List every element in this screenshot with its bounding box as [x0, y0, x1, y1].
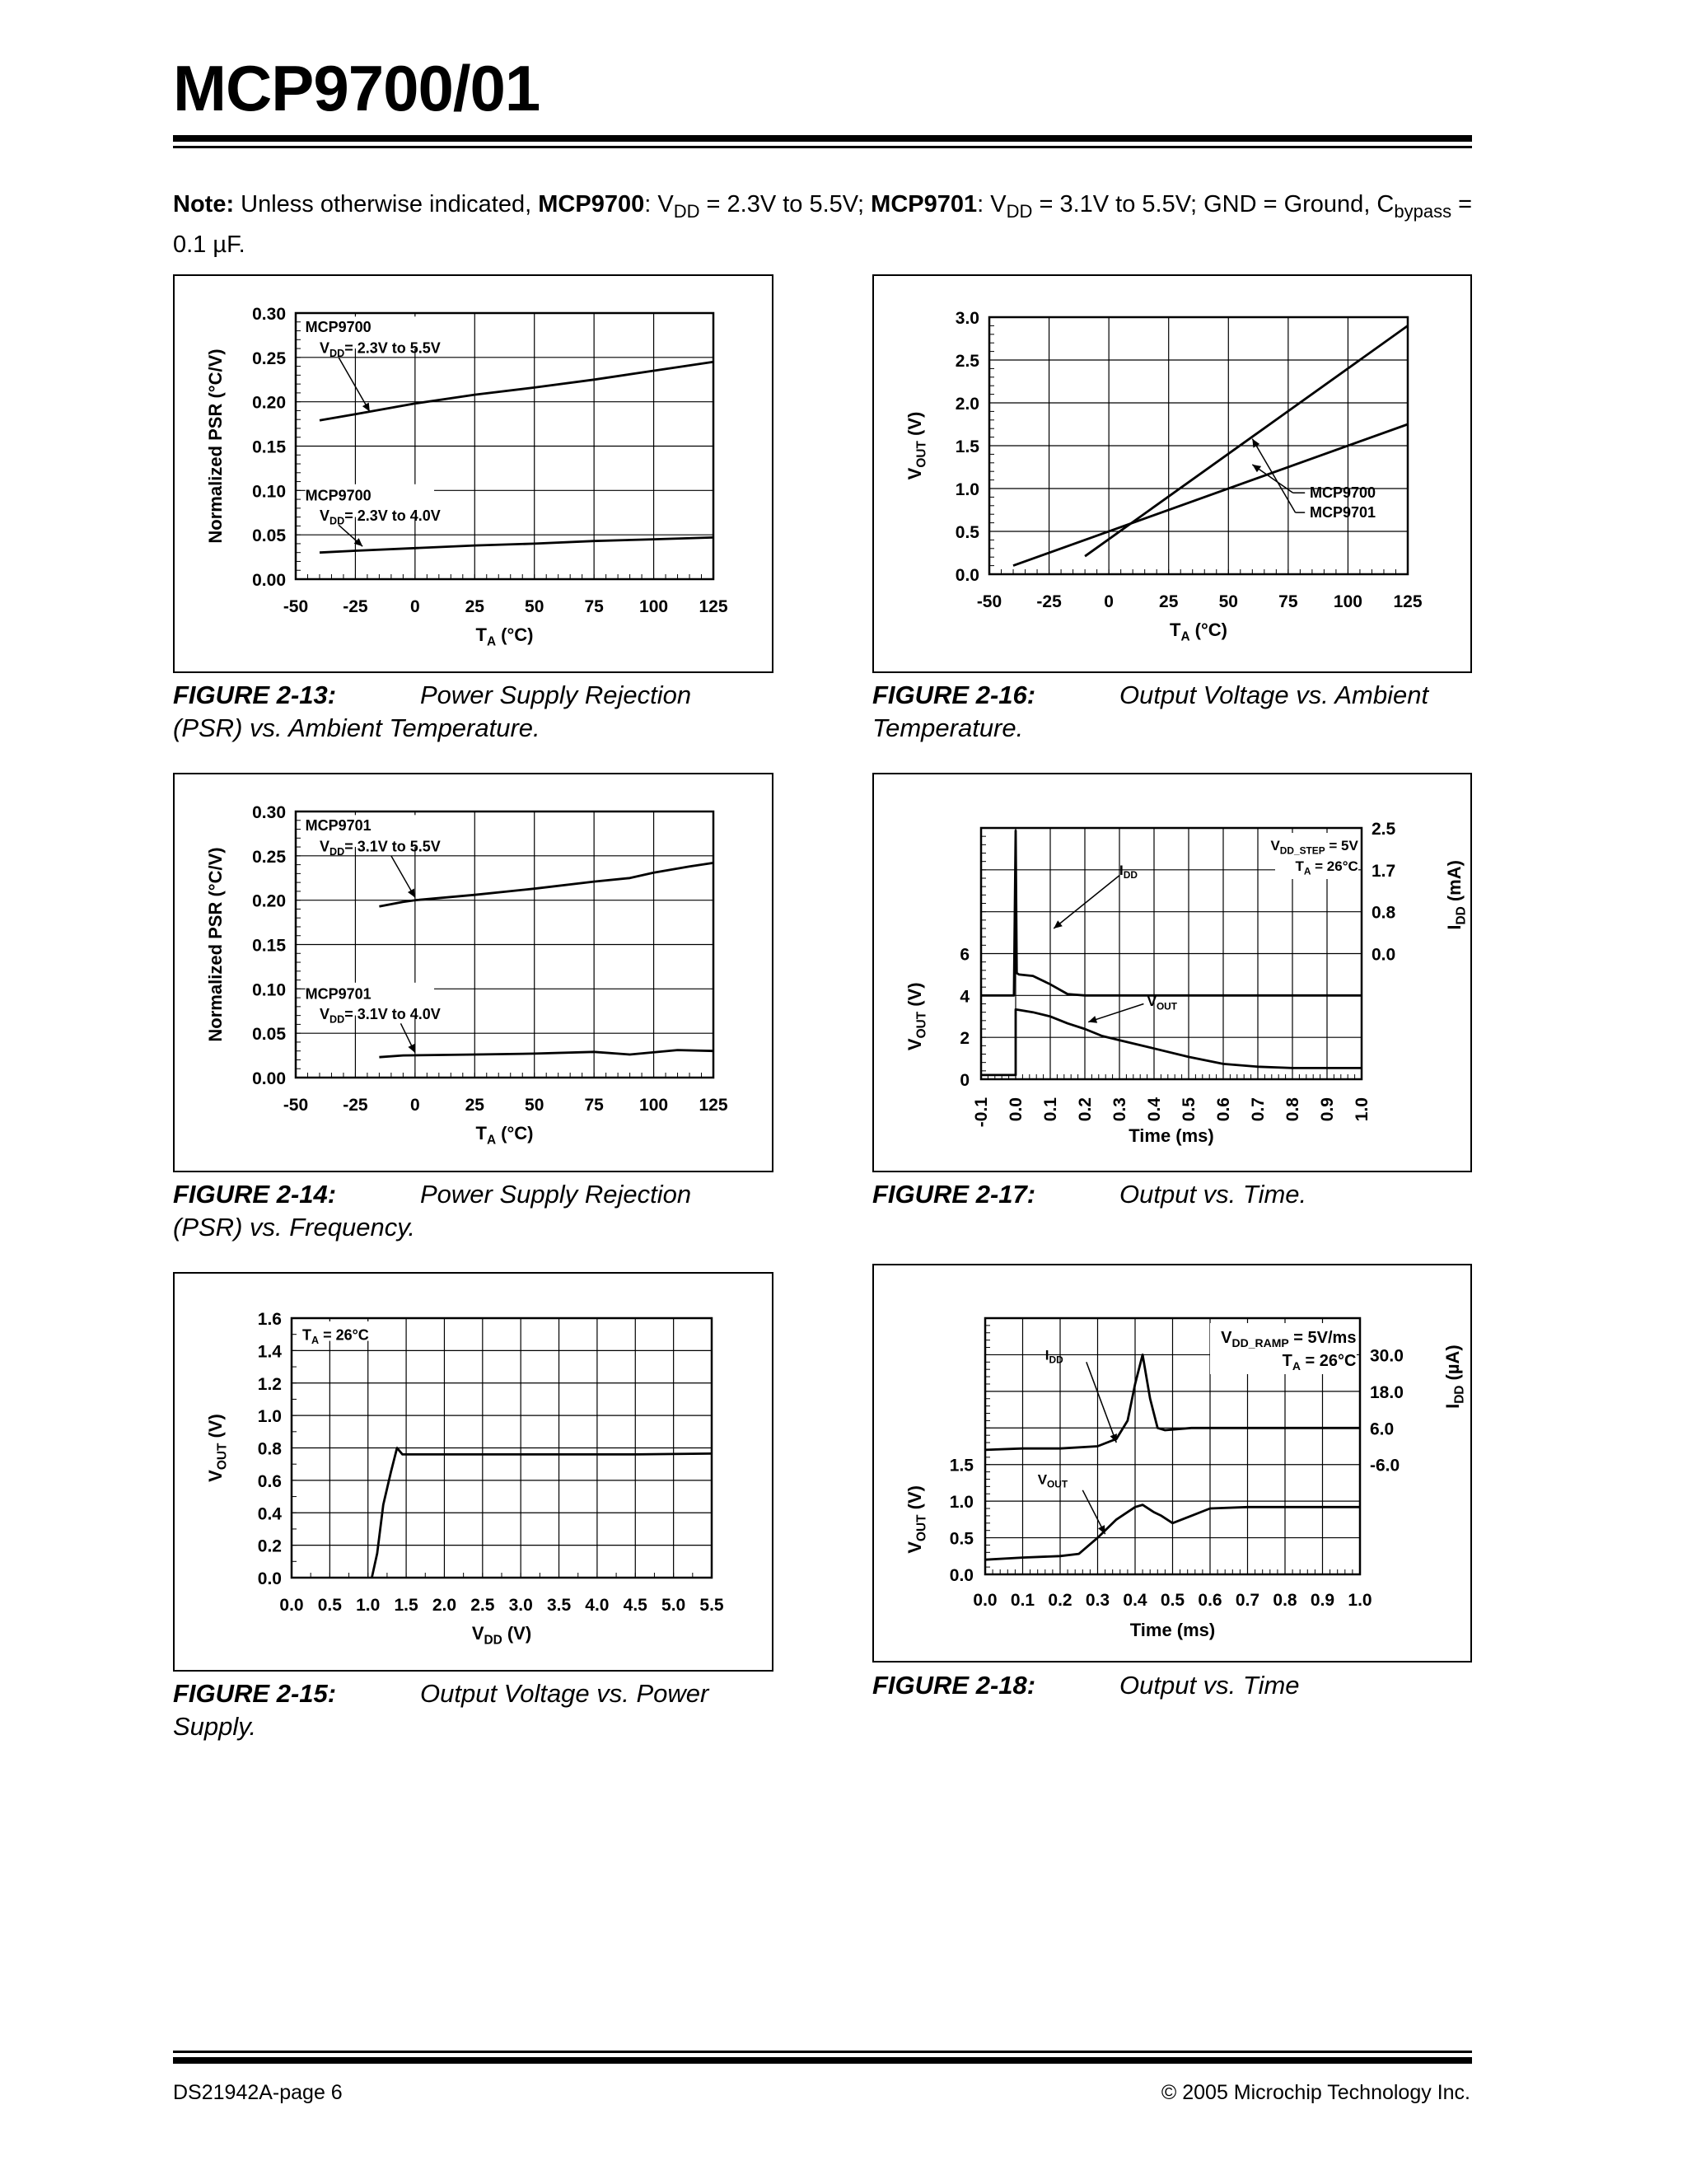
x-tick-label: 0.7 — [1249, 1097, 1268, 1122]
x-tick-label: 75 — [584, 1096, 604, 1115]
x-tick-label: 100 — [1333, 592, 1362, 611]
y-tick-label: 0.0 — [949, 1566, 974, 1585]
y-tick-label: 0.25 — [252, 348, 286, 368]
x-tick-label: 0 — [410, 1096, 420, 1115]
annotation-label: $V_{DD}= 2.3V$ to 5.5V — [319, 339, 441, 360]
annotation-label: $V_{DD}= 2.3V$ to 4.0V — [319, 507, 441, 527]
x-axis-label: $V_{DD}$ (V) — [471, 1623, 532, 1648]
caption-fig-2-13 — [173, 679, 766, 745]
annotation-label: MCP9701 — [305, 985, 372, 1003]
note-part-mcp9701: MCP9701 — [871, 191, 978, 217]
x-tick-label: 25 — [465, 1096, 484, 1115]
chart-svg — [874, 774, 1470, 1171]
x-tick-label: 0.1 — [1041, 1097, 1060, 1122]
y-tick-label: 1.0 — [949, 1493, 974, 1513]
y-tick-label: 0.05 — [252, 526, 286, 546]
x-axis-label: $T_A$ (°C) — [475, 1123, 534, 1148]
series-line-0 — [981, 1009, 1362, 1075]
x-tick-label: 4.0 — [585, 1596, 610, 1615]
y-axis-label: Normalized PSR (°C/V) — [205, 348, 226, 544]
caption-number: FIGURE 2-16: — [872, 680, 1036, 709]
x-axis-label: $T_A$ (°C) — [1169, 620, 1228, 644]
annotation-label: $I_{DD}$ — [1044, 1347, 1063, 1366]
footer-page-id: DS21942A-page 6 — [173, 2081, 343, 2104]
series-line-1 — [320, 537, 713, 552]
chart-svg — [175, 1274, 772, 1670]
y-tick-label: 1.5 — [955, 437, 979, 456]
annotation-label: MCP9700 — [305, 318, 372, 335]
annotation-label: $V_{DD\_RAMP} = 5V/ms$ — [1221, 1329, 1357, 1349]
x-tick-label: -50 — [976, 592, 1002, 611]
y-tick-label: 1.6 — [257, 1310, 282, 1329]
x-tick-label: 1.0 — [356, 1596, 381, 1615]
chart-fig-2-17 — [872, 773, 1472, 1172]
x-tick-label: 0.2 — [1048, 1591, 1072, 1610]
x-tick-label: 0.2 — [1076, 1097, 1095, 1122]
y-tick-label: 0.0 — [955, 566, 979, 585]
chart-fig-2-18 — [872, 1264, 1472, 1663]
y-tick-label: 0.00 — [252, 571, 286, 590]
x-tick-label: 0.4 — [1145, 1097, 1164, 1122]
x-tick-label: 1.0 — [1353, 1097, 1372, 1122]
caption-title: Power Supply Rejection — [420, 1180, 692, 1209]
y-axis-label: $V_{OUT}$ (V) — [904, 982, 929, 1051]
y2-tick-label: 30.0 — [1370, 1346, 1404, 1366]
caption-title-cont: Temperature. — [872, 713, 1024, 742]
y-tick-label: 2 — [960, 1029, 970, 1049]
y-tick-label: 0.4 — [257, 1504, 282, 1524]
x-tick-label: 0.3 — [1085, 1591, 1110, 1610]
x-tick-label: 2.0 — [432, 1596, 457, 1615]
x-tick-label: 100 — [639, 1096, 669, 1115]
y-axis-label: $V_{OUT}$ (V) — [904, 411, 929, 480]
x-tick-label: 5.0 — [661, 1596, 686, 1615]
y2-axis-label: $I_{DD}$ (mA) — [1444, 860, 1469, 930]
caption-fig-2-18 — [872, 1669, 1482, 1702]
caption-title: Output Voltage vs. Ambient — [1119, 680, 1429, 709]
y2-tick-label: 6.0 — [1370, 1419, 1395, 1439]
y2-tick-label: 2.5 — [1372, 820, 1396, 839]
x-tick-label: 75 — [1278, 592, 1298, 611]
y-tick-label: 0.5 — [955, 523, 979, 542]
x-tick-label: 1.0 — [1348, 1591, 1372, 1610]
annotation-arrow — [1087, 1362, 1116, 1443]
caption-number: FIGURE 2-14: — [173, 1180, 337, 1209]
x-tick-label: -25 — [343, 1096, 368, 1115]
caption-title: Power Supply Rejection — [420, 680, 692, 709]
annotation-arrow — [1054, 876, 1119, 928]
caption-fig-2-16 — [872, 679, 1482, 745]
x-tick-label: -50 — [283, 597, 309, 616]
caption-fig-2-17 — [872, 1178, 1482, 1211]
chart-svg — [874, 1265, 1470, 1661]
x-tick-label: 5.5 — [699, 1596, 724, 1615]
y2-tick-label: 18.0 — [1370, 1382, 1404, 1402]
y-axis-label: $V_{OUT}$ (V) — [205, 1414, 230, 1482]
chart-svg — [175, 774, 772, 1171]
x-tick-label: -25 — [1036, 592, 1062, 611]
y-tick-label: 1.0 — [257, 1407, 282, 1427]
y-tick-label: 0.0 — [257, 1569, 282, 1588]
x-tick-label: 0.5 — [317, 1596, 342, 1615]
y-tick-label: 2.5 — [955, 352, 979, 371]
y-tick-label: 1.5 — [949, 1456, 974, 1475]
x-tick-label: 0.6 — [1214, 1097, 1233, 1122]
annotation-arrow-head — [408, 889, 415, 898]
caption-fig-2-15 — [173, 1677, 766, 1743]
annotation-arrow — [1088, 1004, 1143, 1022]
footer-rule-thin — [173, 2051, 1472, 2053]
y-tick-label: 0.15 — [252, 437, 286, 457]
note-text-5: = 3.1V to 5.5V; GND = Ground, C — [1032, 191, 1395, 217]
x-axis-label: $T_A$ (°C) — [475, 624, 534, 649]
annotation-label: $V_{DD}= 3.1V$ to 5.5V — [319, 838, 441, 858]
y2-tick-label: 0.0 — [1372, 945, 1396, 965]
chart-svg — [874, 276, 1470, 671]
annotation-arrow-head — [1252, 439, 1259, 448]
y-tick-label: 0.30 — [252, 803, 286, 822]
chart-fig-2-13 — [173, 274, 773, 673]
caption-title: Output Voltage vs. Power — [420, 1679, 709, 1708]
x-tick-label: -50 — [283, 1096, 309, 1115]
annotation-arrow-head — [1088, 1016, 1097, 1023]
x-tick-label: 0.5 — [1160, 1591, 1185, 1610]
x-tick-label: 100 — [639, 597, 669, 616]
annotation-label: $V_{DD}= 3.1V$ to 4.0V — [319, 1006, 441, 1026]
annotation-label: MCP9700 — [305, 487, 372, 504]
x-tick-label: 0.9 — [1318, 1097, 1337, 1122]
x-tick-label: 2.5 — [470, 1596, 495, 1615]
page-title: MCP9700/01 — [173, 52, 540, 124]
y2-tick-label: 1.7 — [1372, 861, 1396, 881]
caption-number: FIGURE 2-13: — [173, 680, 337, 709]
x-tick-label: 0.1 — [1010, 1591, 1035, 1610]
y-axis-label: $V_{OUT}$ (V) — [904, 1485, 929, 1554]
y-axis-label: Normalized PSR (°C/V) — [205, 847, 226, 1042]
y-tick-label: 0.20 — [252, 891, 286, 911]
annotation-arrow-head — [1252, 465, 1261, 472]
x-tick-label: 3.0 — [508, 1596, 533, 1615]
x-tick-label: 0.0 — [1007, 1097, 1026, 1122]
x-tick-label: 0.8 — [1283, 1097, 1302, 1122]
annotation-arrow-head — [1054, 920, 1063, 928]
x-tick-label: 125 — [699, 1096, 728, 1115]
y-tick-label: 6 — [960, 945, 970, 965]
annotation-arrow-head — [362, 403, 370, 412]
x-tick-label: 50 — [1218, 592, 1238, 611]
caption-title-cont: (PSR) vs. Ambient Temperature. — [173, 713, 540, 742]
annotation-label: MCP9700 — [1309, 484, 1376, 502]
x-tick-label: 75 — [584, 597, 604, 616]
x-tick-label: 50 — [525, 597, 544, 616]
x-tick-label: 125 — [1393, 592, 1423, 611]
y-tick-label: 0.8 — [257, 1439, 282, 1459]
chart-fig-2-16 — [872, 274, 1472, 673]
y-tick-label: 0.25 — [252, 847, 286, 867]
x-tick-label: 0.3 — [1110, 1097, 1129, 1122]
caption-number: FIGURE 2-15: — [173, 1679, 337, 1708]
y-tick-label: 0.05 — [252, 1025, 286, 1045]
x-tick-label: -0.1 — [972, 1097, 991, 1128]
annotation-label: MCP9701 — [1309, 504, 1376, 521]
annotation-label: $V_{OUT}$ — [1147, 994, 1178, 1012]
x-axis-label: Time (ms) — [1129, 1620, 1216, 1640]
x-tick-label: 0.8 — [1273, 1591, 1297, 1610]
x-tick-label: 0.0 — [973, 1591, 998, 1610]
y-tick-label: 1.4 — [257, 1342, 282, 1362]
note-text-4: : V — [977, 191, 1007, 217]
y-tick-label: 0.30 — [252, 305, 286, 324]
x-tick-label: 0 — [410, 597, 420, 616]
note-text-3: = 2.3V to 5.5V; — [699, 191, 872, 217]
annotation-label: $T_A = 26^\circ C$ — [1295, 858, 1358, 877]
annotation-arrow — [339, 358, 370, 412]
note-part-mcp9700: MCP9700 — [538, 191, 645, 217]
y-tick-label: 1.2 — [257, 1374, 282, 1394]
x-tick-label: 3.5 — [546, 1596, 572, 1615]
annotation-label: MCP9701 — [305, 816, 372, 834]
x-tick-label: 0.9 — [1310, 1591, 1335, 1610]
y-tick-label: 0.10 — [252, 980, 286, 1000]
series-line-0 — [320, 362, 713, 420]
header-rule-thin — [173, 146, 1472, 148]
y2-tick-label: 0.8 — [1372, 903, 1396, 923]
x-tick-label: 25 — [465, 597, 484, 616]
y2-tick-label: -6.0 — [1370, 1456, 1400, 1475]
conditions-note — [173, 188, 1491, 261]
chart-fig-2-15 — [173, 1272, 773, 1672]
x-tick-label: 125 — [699, 597, 728, 616]
y-tick-label: 0.15 — [252, 936, 286, 956]
y-tick-label: 2.0 — [955, 395, 979, 414]
x-tick-label: 50 — [525, 1096, 544, 1115]
header-rule-thick — [173, 135, 1472, 142]
note-text-1: Unless otherwise indicated, — [234, 191, 539, 217]
caption-number: FIGURE 2-18: — [872, 1671, 1036, 1700]
x-tick-label: 4.5 — [623, 1596, 647, 1615]
note-sub-3: bypass — [1394, 200, 1452, 222]
chart-svg — [175, 276, 772, 671]
series-line-1 — [379, 1050, 713, 1058]
footer-copyright: © 2005 Microchip Technology Inc. — [1161, 2081, 1470, 2104]
caption-fig-2-14 — [173, 1178, 766, 1244]
x-tick-label: 0.5 — [1180, 1097, 1199, 1122]
caption-title: Output vs. Time — [1119, 1671, 1300, 1700]
note-sub-1: DD — [673, 200, 700, 222]
x-tick-label: 0.4 — [1123, 1591, 1147, 1610]
y-tick-label: 0 — [960, 1071, 970, 1090]
y-tick-label: 1.0 — [955, 480, 979, 499]
footer-rule-thick — [173, 2057, 1472, 2064]
y-tick-label: 3.0 — [955, 309, 979, 328]
y-tick-label: 0.00 — [252, 1069, 286, 1088]
caption-title-cont: Supply. — [173, 1712, 257, 1741]
y-tick-label: 0.10 — [252, 482, 286, 502]
y-tick-label: 0.6 — [257, 1471, 282, 1491]
caption-title: Output vs. Time. — [1119, 1180, 1307, 1209]
caption-title-cont: (PSR) vs. Frequency. — [173, 1213, 416, 1242]
x-tick-label: 1.5 — [394, 1596, 418, 1615]
annotation-label: $V_{DD\_STEP} = 5V$ — [1270, 838, 1358, 857]
annotation-label: $T_A = 26^\circ C$ — [301, 1326, 369, 1347]
y-tick-label: 0.20 — [252, 393, 286, 413]
chart-fig-2-14 — [173, 773, 773, 1172]
x-tick-label: 0.6 — [1198, 1591, 1222, 1610]
note-sub-2: DD — [1006, 200, 1033, 222]
note-text-2: : V — [644, 191, 674, 217]
annotation-label: $T_A = 26^\circ C$ — [1282, 1352, 1357, 1373]
y-tick-label: 0.2 — [257, 1536, 282, 1556]
annotation-arrow — [1252, 439, 1295, 512]
x-tick-label: 0.7 — [1235, 1591, 1260, 1610]
y-tick-label: 4 — [960, 987, 970, 1007]
note-label: Note: — [173, 191, 235, 217]
x-tick-label: 0 — [1104, 592, 1114, 611]
x-tick-label: 25 — [1159, 592, 1179, 611]
y-tick-label: 0.5 — [949, 1529, 974, 1549]
note-text-6: = 0.1 µF. — [173, 191, 1473, 258]
y2-axis-label: $I_{DD}$ (µA) — [1442, 1345, 1467, 1409]
annotation-label: $V_{OUT}$ — [1037, 1471, 1068, 1490]
x-tick-label: -25 — [343, 597, 368, 616]
x-axis-label: Time (ms) — [1129, 1125, 1214, 1146]
x-tick-label: 0.0 — [279, 1596, 304, 1615]
caption-number: FIGURE 2-17: — [872, 1180, 1036, 1209]
annotation-label: $I_{DD}$ — [1119, 862, 1138, 882]
